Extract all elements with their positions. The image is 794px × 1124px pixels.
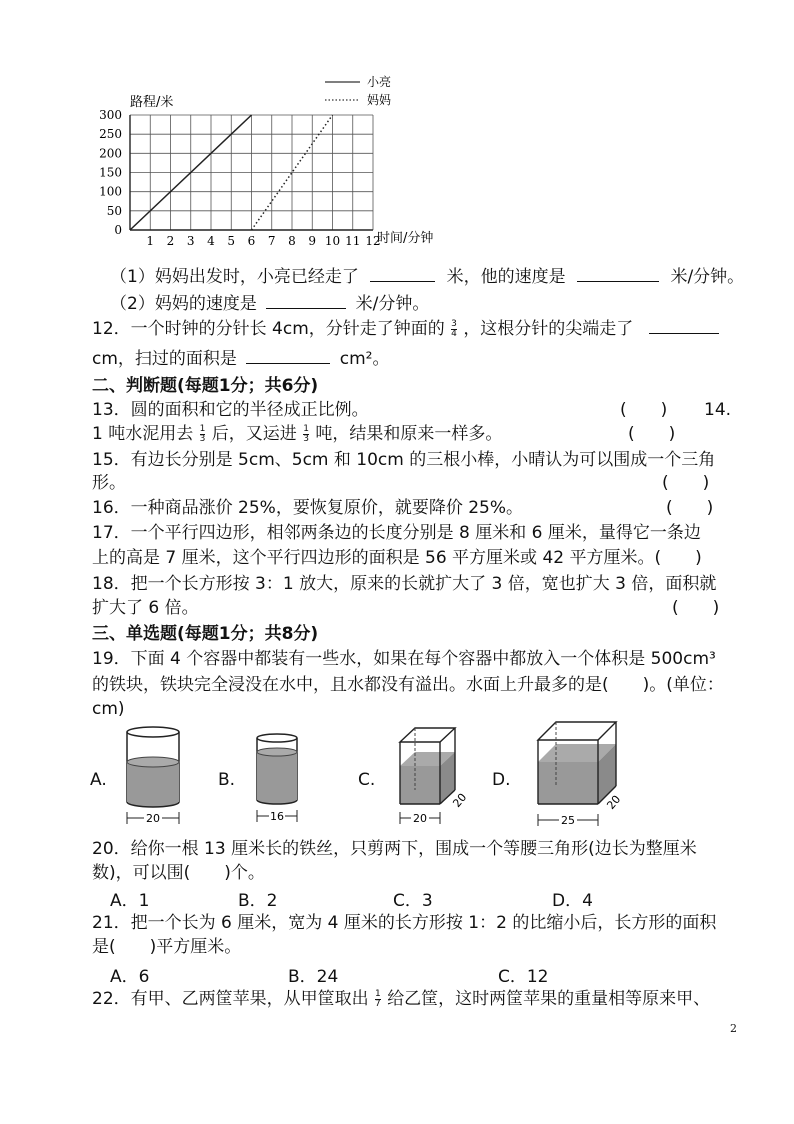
q14-number: 14. <box>704 400 732 420</box>
q11-p2-text-b: 米/分钟。 <box>355 294 430 314</box>
fraction <box>200 425 206 444</box>
q20-line2: 数)，可以围( )个。 <box>92 863 265 883</box>
x-tick-label: 9 <box>308 234 317 248</box>
dimension-label: 25 <box>561 814 575 827</box>
dimension-label: 20 <box>604 792 624 812</box>
fraction-numerator: 1 <box>199 423 206 434</box>
y-tick-label: 50 <box>106 203 122 218</box>
chart-legend <box>325 75 391 107</box>
x-tick-label: 2 <box>166 234 175 248</box>
fraction-denominator: 3 <box>303 433 309 444</box>
q12-line1 <box>92 318 719 340</box>
option-a-label[interactable]: A. <box>90 770 107 790</box>
q14-text-b: 后，又运进 <box>211 424 297 444</box>
q14-text-c: 吨，结果和原来一样多。 <box>315 424 503 444</box>
x-tick-label: 11 <box>345 234 361 248</box>
q11-part1 <box>110 266 744 288</box>
fraction <box>451 320 457 339</box>
answer-blank[interactable] <box>577 267 659 282</box>
legend-label-mama: 妈妈 <box>367 93 392 107</box>
x-tick-label: 7 <box>267 234 276 248</box>
q20-line1: 20．给你一根 13 厘米长的铁丝，只剪两下，围成一个等腰三角形(边长为整厘米 <box>92 839 697 859</box>
legend-label-xiaoliang: 小亮 <box>367 75 392 89</box>
y-axis-label: 路程/米 <box>130 95 174 110</box>
dimension-label: 20 <box>146 812 160 825</box>
y-tick-label: 100 <box>99 184 122 199</box>
x-tick-label: 10 <box>324 234 341 248</box>
q12-text-d: cm²。 <box>339 349 390 369</box>
q15-line1: 15．有边长分别是 5cm、5cm 和 10cm 的三根小棒，小晴认为可以围成一个三角 <box>92 450 716 470</box>
q19-line3: cm) <box>92 699 125 719</box>
q19-line2: 的铁块，铁块完全浸没在水中，且水都没有溢出。水面上升最多的是( )。(单位： <box>92 675 724 695</box>
fraction <box>375 990 381 1009</box>
q21-line2: 是( )平方厘米。 <box>92 937 242 957</box>
y-tick-label: 200 <box>99 146 122 161</box>
q17-line2: 上的高是 7 厘米，这个平行四边形的面积是 56 平方厘米或 42 平方厘米。( ) <box>92 548 702 568</box>
q18-line1: 18．把一个长方形按 3：1 放大，原来的长就扩大了 3 倍，宽也扩大 3 倍，面积就 <box>92 574 717 594</box>
dimension-label: 16 <box>270 810 284 823</box>
answer-parentheses[interactable]: ( ) <box>628 424 676 444</box>
option-b-label[interactable]: B. <box>218 770 236 790</box>
y-tick-label: 0 <box>114 223 122 237</box>
x-tick-label: 3 <box>186 234 195 248</box>
fraction <box>303 425 309 444</box>
q20-option-d[interactable]: D．4 <box>552 891 593 911</box>
fraction-numerator: 1 <box>375 988 381 999</box>
q12-text-b: ，这根分针的尖端走了 <box>463 319 634 339</box>
cuboid-container-d <box>528 718 628 834</box>
cylinder-container-a <box>120 722 190 832</box>
answer-parentheses[interactable]: ( ) <box>666 498 714 518</box>
q11-part2 <box>110 293 429 315</box>
section-heading-single-choice: 三、单选题(每题1分；共8分) <box>92 624 319 644</box>
q11-p1-text-b: 米，他的速度是 <box>446 267 566 287</box>
y-tick-label: 250 <box>99 127 122 142</box>
q22-text-a: 22．有甲、乙两筐苹果，从甲筐取出 <box>92 989 369 1009</box>
answer-parentheses[interactable]: ( ) <box>662 473 710 493</box>
q17-line1: 17．一个平行四边形，相邻两条边的长度分别是 8 厘米和 6 厘米，量得它一条边 <box>92 523 701 543</box>
fraction-denominator: 4 <box>451 328 457 339</box>
q11-p2-text-a: （2）妈妈的速度是 <box>110 294 257 314</box>
q15-line2: 形。 <box>92 473 126 493</box>
x-tick-label: 5 <box>227 234 236 248</box>
y-tick-label: 300 <box>99 108 122 122</box>
option-c-label[interactable]: C. <box>358 770 376 790</box>
q11-p1-text-a: （1）妈妈出发时，小亮已经走了 <box>110 267 359 287</box>
fraction-denominator: 3 <box>199 433 206 444</box>
q12-text-c: cm，扫过的面积是 <box>92 349 237 369</box>
answer-parentheses[interactable]: ( ) <box>672 598 720 618</box>
q11-p1-text-c: 米/分钟。 <box>670 267 745 287</box>
q16-text: 16．一种商品涨价 25%，要恢复原价，就要降价 25%。 <box>92 498 524 518</box>
answer-blank[interactable] <box>649 319 719 334</box>
q13-text: 13．圆的面积和它的半径成正比例。 <box>92 400 369 420</box>
answer-blank[interactable] <box>370 267 435 282</box>
x-tick-label: 12 <box>365 234 381 248</box>
dimension-label: 20 <box>450 790 470 810</box>
x-tick-label: 6 <box>247 234 256 248</box>
q14-line <box>92 423 502 445</box>
answer-blank[interactable] <box>246 349 330 364</box>
q21-option-c[interactable]: C．12 <box>498 967 549 987</box>
q22-line1 <box>92 988 710 1010</box>
y-tick-label: 150 <box>99 165 122 180</box>
distance-time-chart <box>90 70 470 255</box>
cuboid-container-c <box>390 722 470 832</box>
q20-option-c[interactable]: C．3 <box>393 891 433 911</box>
answer-blank[interactable] <box>266 294 346 309</box>
q21-line1: 21．把一个长为 6 厘米，宽为 4 厘米的长方形按 1：2 的比缩小后，长方形的面积 <box>92 913 717 933</box>
q20-option-a[interactable]: A．1 <box>110 891 150 911</box>
q12-line2 <box>92 348 389 370</box>
fraction-numerator: 3 <box>451 318 457 329</box>
x-axis-label: 时间/分钟 <box>377 231 434 246</box>
option-d-label[interactable]: D. <box>492 770 511 790</box>
q12-text-a: 12．一个时钟的分针长 4cm，分针走了钟面的 <box>92 319 445 339</box>
fraction-numerator: 1 <box>303 423 309 434</box>
q18-line2: 扩大了 6 倍。 <box>92 598 199 618</box>
q20-option-b[interactable]: B．2 <box>238 891 278 911</box>
cylinder-container-b <box>250 730 310 830</box>
x-tick-label: 1 <box>146 234 155 248</box>
q21-option-a[interactable]: A．6 <box>110 967 150 987</box>
section-heading-judgement: 二、判断题(每题1分；共6分) <box>92 376 319 396</box>
fraction-denominator: 7 <box>375 998 381 1009</box>
dimension-label: 20 <box>413 812 427 825</box>
answer-parentheses[interactable]: ( ) <box>620 400 668 420</box>
q14-text-a: 1 吨水泥用去 <box>92 424 194 444</box>
q22-text-b: 给乙筐，这时两筐苹果的重量相等原来甲、 <box>387 989 711 1009</box>
q21-option-b[interactable]: B．24 <box>288 967 339 987</box>
page-number: 2 <box>730 1022 737 1035</box>
x-tick-label: 8 <box>288 234 296 248</box>
q19-line1: 19．下面 4 个容器中都装有一些水，如果在每个容器中都放入一个体积是 500cm³ <box>92 649 716 669</box>
x-tick-label: 4 <box>207 234 215 248</box>
